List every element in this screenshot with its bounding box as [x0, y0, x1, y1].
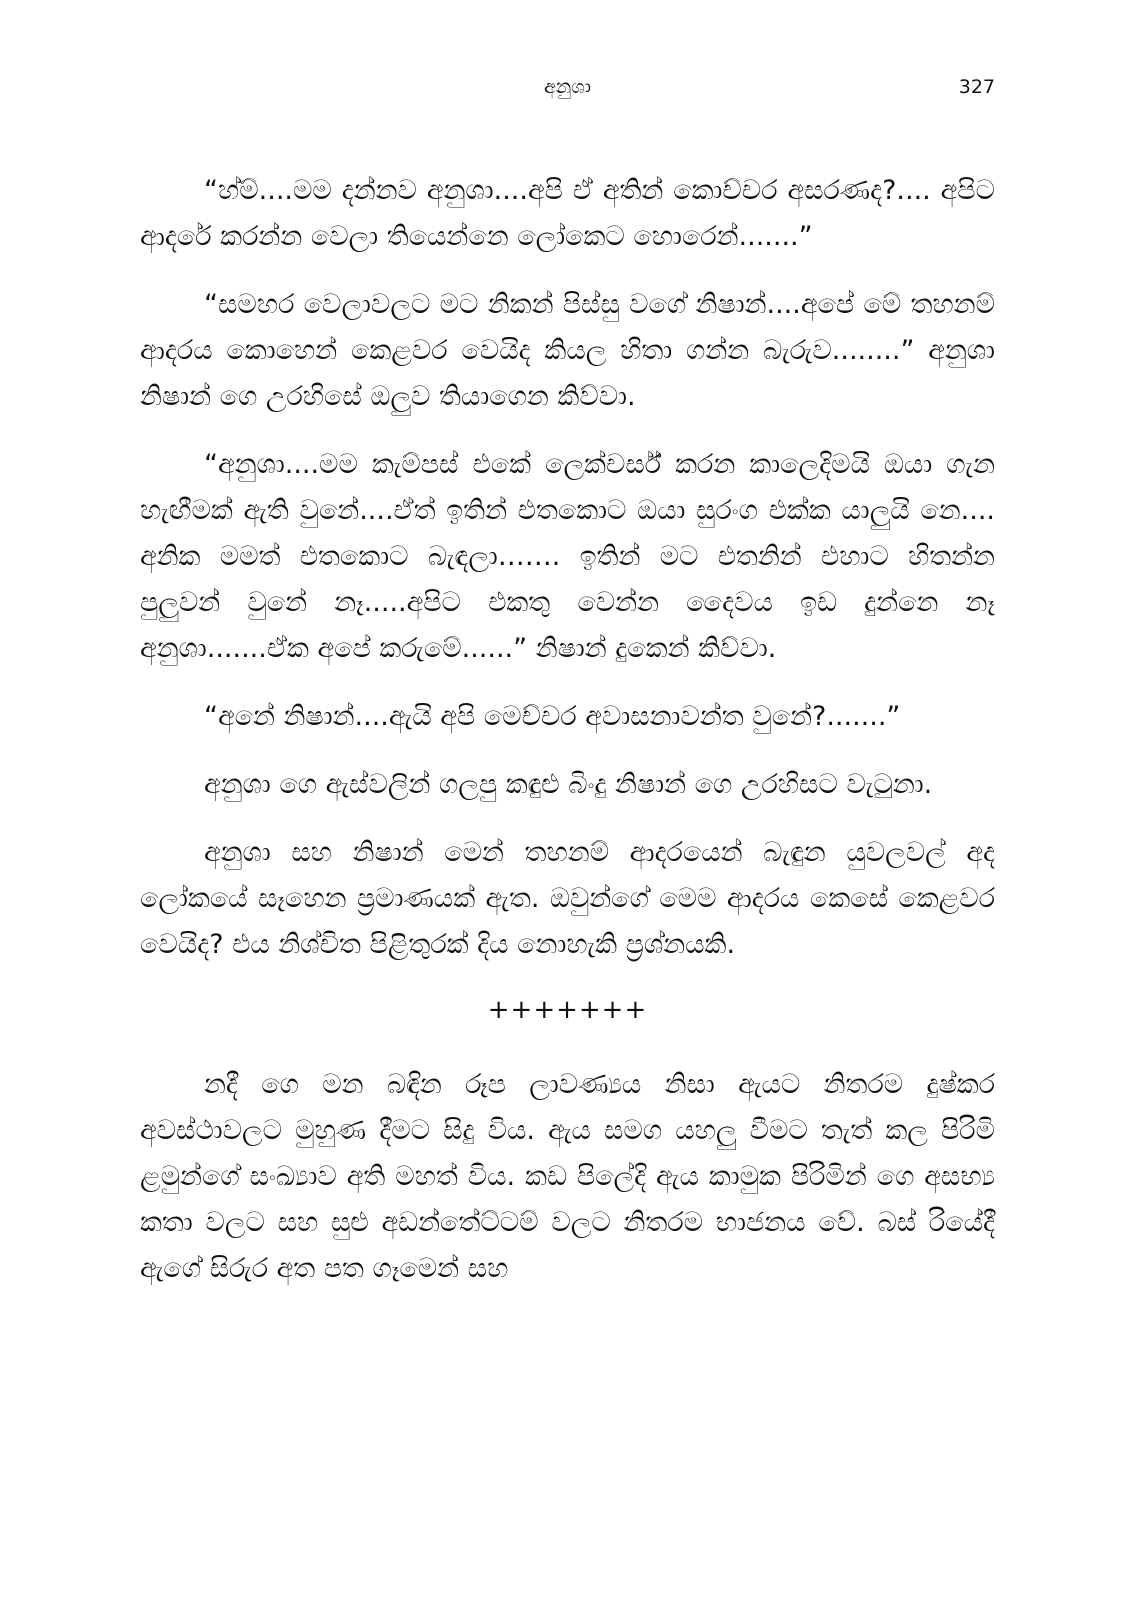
- page-number: 327: [958, 76, 995, 98]
- paragraph-dialogue-2: “සමහර වෙලාවලට මට නිකන් පිස්සු වගේ නිෂාන්....අපේ මේ තහනම් ආදරය කොහෙන් කෙළවර වෙයිද කියල හිතා ගන්න බැරුව........” අනුශා නිෂාන් ගෙ උරහිසේ ඔලුව තියාගෙන කිව්වා.: [140, 289, 995, 412]
- running-title: අනුශා: [544, 76, 591, 98]
- paragraph-dialogue-3: “අනුශා....මම කැම්පස් එකේ ලෙක්චර්ස් කරන කාලෙදිමයි ඔයා ගැන හැඟීමක් ඇති වුනේ....ඒත් ඉතින් එතකොට ඔයා සුරංග එක්ක යාලුයි නෙ.... අනික මමත් එතකොට බැඳලා……. ඉතින් මට එතනින් එහාට හිතන්න පුලුවන් වුනේ නෑ.....අපිට එකතු වෙන්න දෛවය ඉඩ දුන්නෙ නෑ අනුශා.......ඒක අපේ කරුමේ......” නිෂාන් දුකෙන් කිව්වා.: [140, 449, 995, 664]
- paragraph-narration-1: අනුශා ගෙ ඇස්වලින් ගලපු කඳුළු බිංදු නිෂාන් ගෙ උරහිසට වැටුනා.: [204, 769, 933, 800]
- paragraph-narration-2: අනුශා සහ නිෂාන් මෙන් තහනම් ආදරයෙන් බැඳුන යුවලවල් අද ලෝකයේ සෑහෙන ප්‍රමාණයක් ඇත. ඔවුන්ගේ මෙම ආදරය කෙසේ කෙළවර වෙයිද? එය නිශ්චිත පිළිතුරක් දිය නොහැකි ප්‍රශ්නයකි.: [140, 837, 995, 960]
- paragraph-dialogue-1: “හ්ම්....මම දන්නව අනුශා....අපි ඒ අතින් කොච්චර අසරණද?.... අපිට ආදරේ කරන්න වෙලා තියෙන්නෙ ලෝකෙට හොරෙන්.......”: [140, 175, 995, 252]
- running-header: [140, 72, 995, 102]
- paragraph-dialogue-4: “අනේ නිෂාන්....ඇයි අපි මෙච්චර අවාසනාවන්ත වුනේ?.......”: [204, 701, 901, 732]
- body-text: [140, 168, 995, 1314]
- section-separator: +++++++: [487, 995, 648, 1025]
- paragraph-narration-3: නදී ගෙ මන බඳින රූප ලාවණ්‍යය නිසා ඇයට නිතරම දුෂ්කර අවස්ථාවලට මුහුණ දීමට සිදු විය. ඇය සමග යහලු වීමට තැත් කල පිරිමි ළමුන්ගේ සංඛ්‍යාව අති මහත් විය. කඩ පිලේදි ඇය කාමුක පිරිමින් ගෙ අසභ්‍ය කතා වලට සහ සුළු අඩන්තේට්ටම් වලට නිතරම භාජනය වේ. බස් රියේදී ඇගේ සිරුර අත පත ගෑමෙන් සහ: [140, 1069, 995, 1284]
